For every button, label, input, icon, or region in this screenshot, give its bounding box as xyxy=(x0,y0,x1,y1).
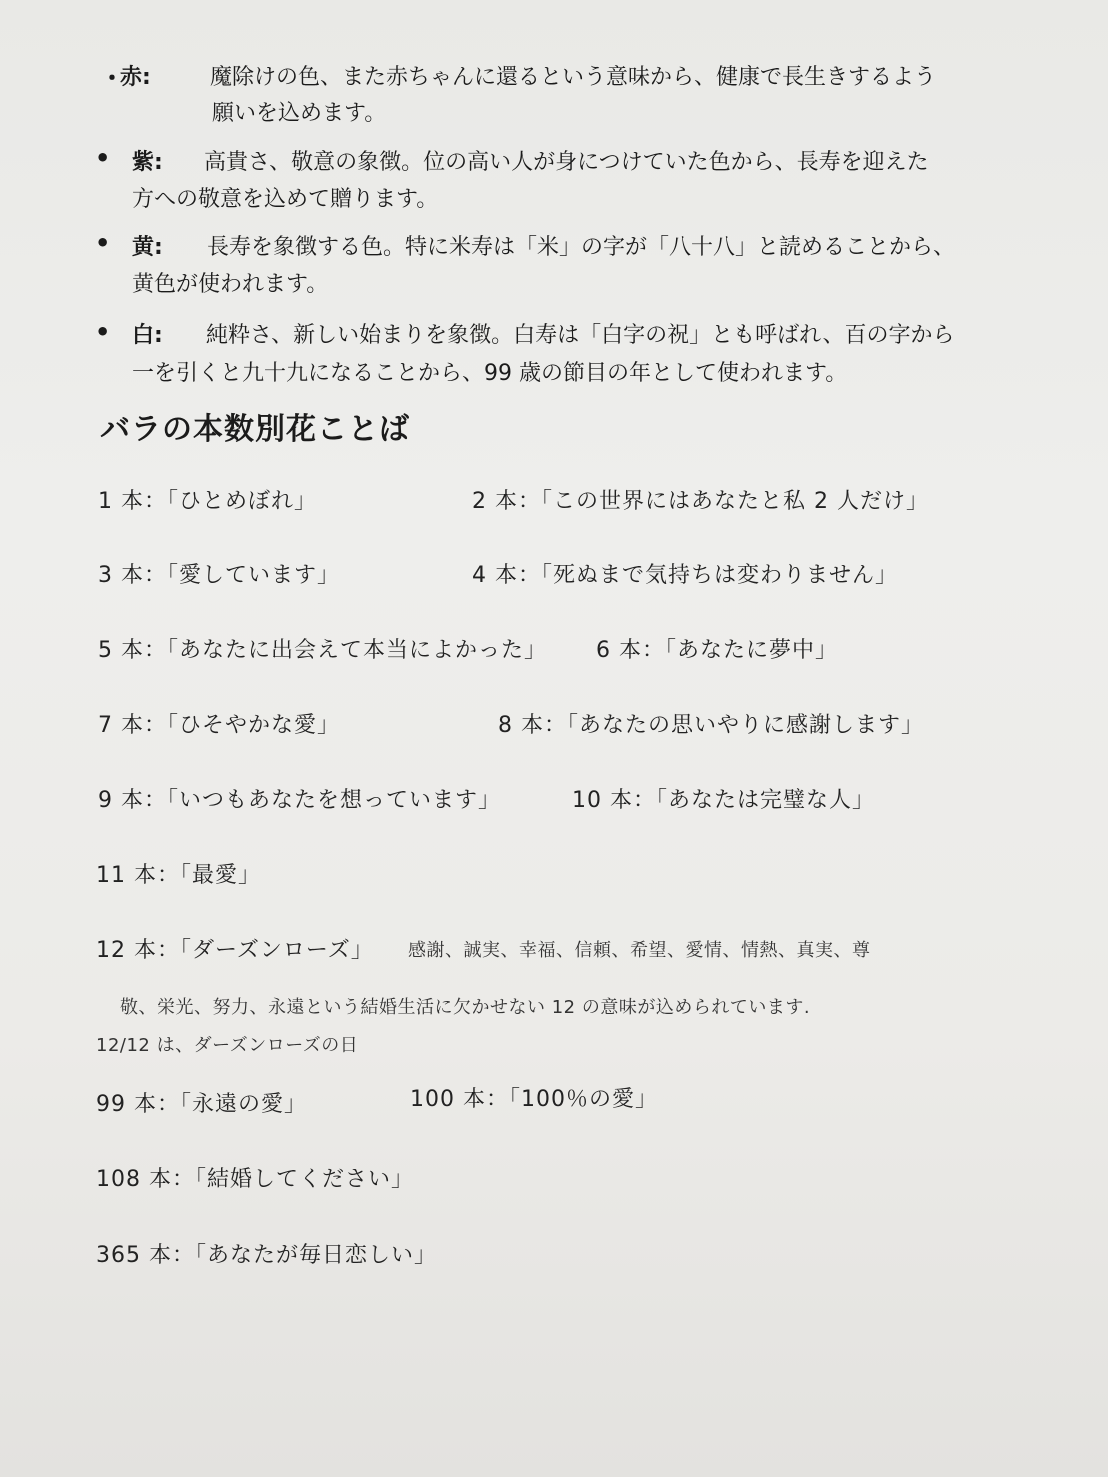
bullet-marker: • xyxy=(95,318,111,346)
rose-count-365: 365 本：「あなたが毎日恋しい」 xyxy=(96,1243,437,1268)
color-desc-purple-line1: 高貴さ、敬意の象徴。位の高い人が身につけていた色から、長寿を迎えた xyxy=(204,150,929,175)
color-name-yellow: 黄: xyxy=(132,235,163,260)
rose-count-8: 8 本：「あなたの思いやりに感謝します」 xyxy=(498,713,924,738)
color-desc-white-line1: 純粋さ、新しい始まりを象徴。白寿は「白字の祝」とも呼ばれ、百の字から xyxy=(206,323,955,348)
color-desc-yellow-line1: 長寿を象徴する色。特に米寿は「米」の字が「八十八」と読めることから、 xyxy=(207,235,956,260)
rose-count-6: 6 本：「あなたに夢中」 xyxy=(596,638,838,663)
color-desc-yellow-line2: 黄色が使われます。 xyxy=(132,272,329,297)
bullet-marker: • xyxy=(95,229,111,257)
bullet-marker: • xyxy=(95,144,111,172)
color-name-red: 赤: xyxy=(120,65,151,90)
rose-count-12-desc-line1: 感謝、誠実、幸福、信頼、希望、愛情、情熱、真実、尊 xyxy=(408,940,871,961)
rose-count-9: 9 本：「いつもあなたを想っています」 xyxy=(98,788,501,813)
rose-count-10: 10 本：「あなたは完璧な人」 xyxy=(572,788,875,813)
rose-count-1: 1 本：「ひとめぼれ」 xyxy=(98,489,317,514)
color-desc-white-line2: 一を引くと九十九になることから、99 歳の節目の年として使われます。 xyxy=(132,361,848,386)
rose-count-12: 12 本：「ダーズンローズ」 xyxy=(96,938,374,963)
rose-count-12-desc-line2: 敬、栄光、努力、永遠という結婚生活に欠かせない 12 の意味が込められています. xyxy=(120,997,811,1018)
bullet-marker: ・ xyxy=(100,64,124,92)
rose-count-2: 2 本：「この世界にはあなたと私 2 人だけ」 xyxy=(472,489,929,514)
rose-count-7: 7 本：「ひそやかな愛」 xyxy=(98,713,340,738)
rose-count-12-desc-line3: 12/12 は、ダーズンローズの日 xyxy=(96,1035,359,1056)
section-heading: バラの本数別花ことば xyxy=(100,412,410,447)
color-desc-red-line1: 魔除けの色、また赤ちゃんに還るという意味から、健康で長生きするよう xyxy=(210,65,937,90)
rose-count-3: 3 本：「愛しています」 xyxy=(98,563,340,588)
color-desc-purple-line2: 方への敬意を込めて贈ります。 xyxy=(132,187,439,212)
rose-count-4: 4 本：「死ぬまで気持ちは変わりません」 xyxy=(472,563,898,588)
rose-count-99: 99 本：「永遠の愛」 xyxy=(96,1092,307,1117)
color-name-white: 白: xyxy=(132,323,163,348)
rose-count-5: 5 本：「あなたに出会えて本当によかった」 xyxy=(98,638,547,663)
color-name-purple: 紫: xyxy=(132,150,163,175)
color-desc-red-line2: 願いを込めます。 xyxy=(212,101,387,126)
rose-count-100: 100 本：「100％の愛」 xyxy=(410,1087,658,1112)
rose-count-108: 108 本：「結婚してください」 xyxy=(96,1167,414,1192)
rose-count-11: 11 本：「最愛」 xyxy=(96,863,261,888)
